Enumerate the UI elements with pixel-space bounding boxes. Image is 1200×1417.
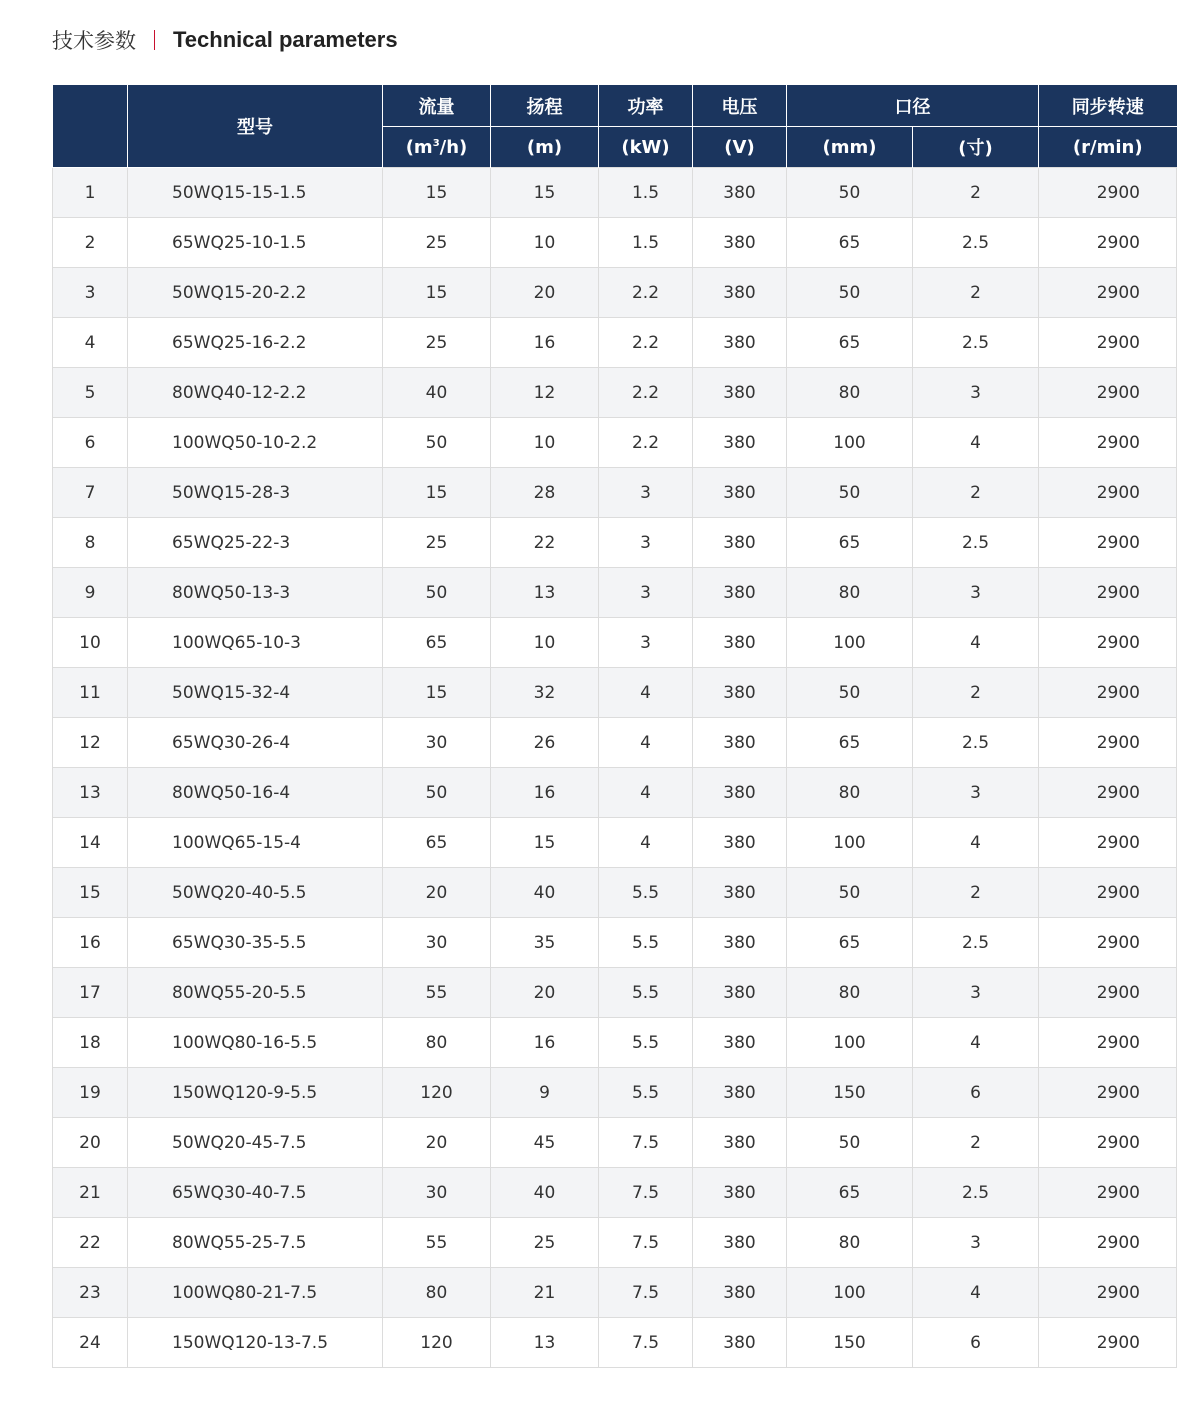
cell-head: 15 (491, 818, 599, 868)
cell-power: 1.5 (599, 168, 693, 218)
cell-model: 50WQ15-28-3 (128, 468, 383, 518)
cell-head: 20 (491, 968, 599, 1018)
cell-model: 100WQ65-15-4 (128, 818, 383, 868)
cell-power: 5.5 (599, 918, 693, 968)
cell-index: 2 (53, 218, 128, 268)
header-caliber-cun-unit: (寸) (913, 127, 1039, 168)
heading-cn: 技术参数 (52, 29, 136, 53)
cell-model: 65WQ25-10-1.5 (128, 218, 383, 268)
cell-index: 5 (53, 368, 128, 418)
cell-power: 3 (599, 518, 693, 568)
heading-divider (154, 30, 155, 50)
cell-model: 100WQ65-10-3 (128, 618, 383, 668)
cell-index: 14 (53, 818, 128, 868)
cell-caliber-mm: 65 (787, 318, 913, 368)
cell-index: 16 (53, 918, 128, 968)
table-row (53, 268, 1177, 318)
cell-caliber-cun: 2 (913, 668, 1039, 718)
table-row (53, 918, 1177, 968)
cell-model: 80WQ50-13-3 (128, 568, 383, 618)
cell-flow: 25 (383, 218, 491, 268)
cell-voltage: 380 (693, 918, 787, 968)
cell-model: 100WQ80-16-5.5 (128, 1018, 383, 1068)
cell-power: 2.2 (599, 318, 693, 368)
table-row (53, 968, 1177, 1018)
table-header (53, 85, 1177, 168)
cell-voltage: 380 (693, 1168, 787, 1218)
cell-model: 65WQ25-16-2.2 (128, 318, 383, 368)
cell-head: 20 (491, 268, 599, 318)
cell-voltage: 380 (693, 318, 787, 368)
cell-model: 65WQ30-26-4 (128, 718, 383, 768)
cell-caliber-cun: 3 (913, 568, 1039, 618)
cell-caliber-cun: 6 (913, 1068, 1039, 1118)
cell-caliber-cun: 2 (913, 868, 1039, 918)
cell-caliber-cun: 2.5 (913, 718, 1039, 768)
cell-model: 100WQ80-21-7.5 (128, 1268, 383, 1318)
table-row (53, 1118, 1177, 1168)
table-row (53, 868, 1177, 918)
cell-caliber-mm: 65 (787, 518, 913, 568)
cell-index: 21 (53, 1168, 128, 1218)
cell-voltage: 380 (693, 418, 787, 468)
cell-head: 9 (491, 1068, 599, 1118)
cell-speed: 2900 (1039, 718, 1177, 768)
cell-speed: 2900 (1039, 1068, 1177, 1118)
cell-caliber-cun: 2.5 (913, 918, 1039, 968)
cell-head: 21 (491, 1268, 599, 1318)
cell-power: 7.5 (599, 1268, 693, 1318)
cell-power: 7.5 (599, 1168, 693, 1218)
cell-index: 9 (53, 568, 128, 618)
cell-caliber-mm: 100 (787, 1018, 913, 1068)
header-model: 型号 (128, 85, 383, 168)
header-flow: 流量 (383, 85, 491, 127)
cell-speed: 2900 (1039, 1318, 1177, 1368)
cell-speed: 2900 (1039, 668, 1177, 718)
cell-power: 5.5 (599, 1068, 693, 1118)
cell-flow: 120 (383, 1318, 491, 1368)
header-power: 功率 (599, 85, 693, 127)
cell-power: 4 (599, 768, 693, 818)
cell-voltage: 380 (693, 718, 787, 768)
cell-caliber-cun: 4 (913, 418, 1039, 468)
cell-head: 10 (491, 618, 599, 668)
cell-caliber-mm: 50 (787, 168, 913, 218)
cell-speed: 2900 (1039, 1118, 1177, 1168)
table-row (53, 768, 1177, 818)
cell-power: 7.5 (599, 1218, 693, 1268)
cell-caliber-mm: 100 (787, 818, 913, 868)
cell-power: 1.5 (599, 218, 693, 268)
cell-speed: 2900 (1039, 1018, 1177, 1068)
table-row (53, 218, 1177, 268)
cell-caliber-mm: 80 (787, 768, 913, 818)
cell-index: 8 (53, 518, 128, 568)
cell-speed: 2900 (1039, 968, 1177, 1018)
table-row (53, 1268, 1177, 1318)
cell-caliber-mm: 80 (787, 968, 913, 1018)
header-caliber: 口径 (787, 85, 1039, 127)
table-row (53, 1068, 1177, 1118)
cell-index: 17 (53, 968, 128, 1018)
cell-index: 3 (53, 268, 128, 318)
cell-caliber-mm: 65 (787, 1168, 913, 1218)
cell-flow: 15 (383, 268, 491, 318)
cell-head: 45 (491, 1118, 599, 1168)
cell-caliber-cun: 2 (913, 268, 1039, 318)
cell-power: 3 (599, 618, 693, 668)
table-row (53, 318, 1177, 368)
cell-caliber-mm: 50 (787, 268, 913, 318)
cell-voltage: 380 (693, 968, 787, 1018)
cell-caliber-cun: 4 (913, 618, 1039, 668)
cell-index: 23 (53, 1268, 128, 1318)
header-index (53, 85, 128, 168)
cell-head: 10 (491, 218, 599, 268)
cell-head: 15 (491, 168, 599, 218)
cell-caliber-cun: 6 (913, 1318, 1039, 1368)
cell-model: 100WQ50-10-2.2 (128, 418, 383, 468)
cell-model: 80WQ40-12-2.2 (128, 368, 383, 418)
cell-flow: 50 (383, 768, 491, 818)
parameters-table (52, 85, 1177, 1368)
cell-voltage: 380 (693, 1318, 787, 1368)
cell-head: 25 (491, 1218, 599, 1268)
cell-power: 4 (599, 718, 693, 768)
cell-head: 28 (491, 468, 599, 518)
cell-speed: 2900 (1039, 618, 1177, 668)
cell-speed: 2900 (1039, 318, 1177, 368)
cell-caliber-cun: 3 (913, 968, 1039, 1018)
cell-power: 5.5 (599, 968, 693, 1018)
table-row (53, 718, 1177, 768)
cell-power: 4 (599, 668, 693, 718)
cell-flow: 80 (383, 1268, 491, 1318)
cell-caliber-mm: 80 (787, 568, 913, 618)
cell-caliber-cun: 3 (913, 1218, 1039, 1268)
cell-index: 15 (53, 868, 128, 918)
cell-flow: 40 (383, 368, 491, 418)
cell-speed: 2900 (1039, 568, 1177, 618)
cell-speed: 2900 (1039, 1268, 1177, 1318)
header-power-unit: (kW) (599, 127, 693, 168)
cell-head: 12 (491, 368, 599, 418)
cell-voltage: 380 (693, 568, 787, 618)
cell-voltage: 380 (693, 1218, 787, 1268)
section-heading (52, 24, 398, 56)
cell-caliber-cun: 2.5 (913, 218, 1039, 268)
cell-model: 50WQ15-15-1.5 (128, 168, 383, 218)
cell-head: 16 (491, 318, 599, 368)
table-body (53, 168, 1177, 1368)
cell-head: 40 (491, 868, 599, 918)
cell-flow: 15 (383, 468, 491, 518)
cell-model: 80WQ55-25-7.5 (128, 1218, 383, 1268)
table-row (53, 1218, 1177, 1268)
cell-model: 65WQ30-35-5.5 (128, 918, 383, 968)
cell-caliber-mm: 50 (787, 468, 913, 518)
cell-power: 5.5 (599, 1018, 693, 1068)
cell-speed: 2900 (1039, 768, 1177, 818)
cell-voltage: 380 (693, 218, 787, 268)
cell-index: 10 (53, 618, 128, 668)
header-speed-unit: (r/min) (1039, 127, 1177, 168)
cell-model: 65WQ30-40-7.5 (128, 1168, 383, 1218)
table-row (53, 568, 1177, 618)
header-flow-unit: $(m^3/h)$ (383, 127, 491, 168)
cell-head: 26 (491, 718, 599, 768)
header-voltage-unit: (V) (693, 127, 787, 168)
cell-power: 4 (599, 818, 693, 868)
cell-flow: 80 (383, 1018, 491, 1068)
table-row (53, 418, 1177, 468)
cell-caliber-cun: 4 (913, 1268, 1039, 1318)
cell-flow: 25 (383, 518, 491, 568)
cell-flow: 120 (383, 1068, 491, 1118)
cell-voltage: 380 (693, 368, 787, 418)
table-row (53, 818, 1177, 868)
cell-caliber-cun: 2.5 (913, 318, 1039, 368)
cell-speed: 2900 (1039, 918, 1177, 968)
cell-head: 10 (491, 418, 599, 468)
table-row (53, 668, 1177, 718)
cell-model: 65WQ25-22-3 (128, 518, 383, 568)
cell-speed: 2900 (1039, 818, 1177, 868)
table-row (53, 518, 1177, 568)
cell-speed: 2900 (1039, 368, 1177, 418)
cell-speed: 2900 (1039, 868, 1177, 918)
cell-caliber-mm: 150 (787, 1318, 913, 1368)
cell-speed: 2900 (1039, 268, 1177, 318)
cell-voltage: 380 (693, 868, 787, 918)
cell-index: 12 (53, 718, 128, 768)
cell-index: 24 (53, 1318, 128, 1368)
cell-flow: 30 (383, 1168, 491, 1218)
cell-caliber-cun: 4 (913, 1018, 1039, 1068)
cell-index: 13 (53, 768, 128, 818)
cell-power: 5.5 (599, 868, 693, 918)
cell-model: 150WQ120-13-7.5 (128, 1318, 383, 1368)
cell-caliber-cun: 4 (913, 818, 1039, 868)
cell-flow: 30 (383, 918, 491, 968)
cell-flow: 15 (383, 668, 491, 718)
cell-voltage: 380 (693, 1018, 787, 1068)
header-speed: 同步转速 (1039, 85, 1177, 127)
cell-caliber-cun: 2.5 (913, 1168, 1039, 1218)
cell-caliber-mm: 65 (787, 918, 913, 968)
cell-speed: 2900 (1039, 418, 1177, 468)
heading-en: Technical parameters (173, 27, 398, 52)
cell-flow: 65 (383, 618, 491, 668)
cell-flow: 50 (383, 418, 491, 468)
parameters-table-container (52, 85, 1176, 1368)
cell-flow: 55 (383, 968, 491, 1018)
cell-flow: 20 (383, 1118, 491, 1168)
cell-caliber-cun: 2 (913, 468, 1039, 518)
cell-head: 13 (491, 1318, 599, 1368)
cell-caliber-cun: 3 (913, 368, 1039, 418)
cell-voltage: 380 (693, 1268, 787, 1318)
cell-speed: 2900 (1039, 518, 1177, 568)
table-row (53, 368, 1177, 418)
cell-caliber-cun: 3 (913, 768, 1039, 818)
cell-head: 13 (491, 568, 599, 618)
cell-head: 22 (491, 518, 599, 568)
cell-caliber-cun: 2 (913, 1118, 1039, 1168)
cell-voltage: 380 (693, 168, 787, 218)
cell-voltage: 380 (693, 468, 787, 518)
cell-head: 32 (491, 668, 599, 718)
cell-head: 16 (491, 1018, 599, 1068)
cell-flow: 25 (383, 318, 491, 368)
cell-power: 3 (599, 468, 693, 518)
cell-caliber-cun: 2.5 (913, 518, 1039, 568)
cell-model: 80WQ55-20-5.5 (128, 968, 383, 1018)
cell-caliber-mm: 50 (787, 1118, 913, 1168)
cell-speed: 2900 (1039, 1218, 1177, 1268)
cell-power: 3 (599, 568, 693, 618)
header-caliber-mm-unit: (mm) (787, 127, 913, 168)
cell-voltage: 380 (693, 668, 787, 718)
cell-power: 2.2 (599, 368, 693, 418)
cell-caliber-cun: 2 (913, 168, 1039, 218)
cell-caliber-mm: 80 (787, 368, 913, 418)
table-row (53, 1318, 1177, 1368)
cell-model: 50WQ15-20-2.2 (128, 268, 383, 318)
cell-caliber-mm: 150 (787, 1068, 913, 1118)
cell-model: 50WQ15-32-4 (128, 668, 383, 718)
cell-caliber-mm: 65 (787, 218, 913, 268)
cell-voltage: 380 (693, 268, 787, 318)
cell-voltage: 380 (693, 1118, 787, 1168)
cell-flow: 50 (383, 568, 491, 618)
cell-flow: 65 (383, 818, 491, 868)
cell-power: 7.5 (599, 1318, 693, 1368)
cell-voltage: 380 (693, 768, 787, 818)
cell-model: 50WQ20-40-5.5 (128, 868, 383, 918)
cell-index: 4 (53, 318, 128, 368)
cell-speed: 2900 (1039, 168, 1177, 218)
table-row (53, 1018, 1177, 1068)
cell-index: 20 (53, 1118, 128, 1168)
cell-speed: 2900 (1039, 1168, 1177, 1218)
cell-head: 16 (491, 768, 599, 818)
cell-caliber-mm: 50 (787, 668, 913, 718)
cell-index: 19 (53, 1068, 128, 1118)
header-voltage: 电压 (693, 85, 787, 127)
table-row (53, 1168, 1177, 1218)
cell-head: 40 (491, 1168, 599, 1218)
cell-caliber-mm: 100 (787, 418, 913, 468)
cell-voltage: 380 (693, 618, 787, 668)
cell-model: 80WQ50-16-4 (128, 768, 383, 818)
cell-caliber-mm: 80 (787, 1218, 913, 1268)
cell-index: 6 (53, 418, 128, 468)
cell-index: 22 (53, 1218, 128, 1268)
header-head-unit: (m) (491, 127, 599, 168)
cell-index: 18 (53, 1018, 128, 1068)
table-row (53, 468, 1177, 518)
cell-caliber-mm: 65 (787, 718, 913, 768)
cell-voltage: 380 (693, 818, 787, 868)
cell-flow: 20 (383, 868, 491, 918)
cell-voltage: 380 (693, 518, 787, 568)
cell-power: 2.2 (599, 418, 693, 468)
table-row (53, 168, 1177, 218)
cell-index: 1 (53, 168, 128, 218)
header-head: 扬程 (491, 85, 599, 127)
cell-model: 150WQ120-9-5.5 (128, 1068, 383, 1118)
table-row (53, 618, 1177, 668)
cell-caliber-mm: 50 (787, 868, 913, 918)
cell-flow: 30 (383, 718, 491, 768)
cell-speed: 2900 (1039, 468, 1177, 518)
cell-caliber-mm: 100 (787, 1268, 913, 1318)
cell-index: 7 (53, 468, 128, 518)
cell-voltage: 380 (693, 1068, 787, 1118)
cell-speed: 2900 (1039, 218, 1177, 268)
cell-head: 35 (491, 918, 599, 968)
cell-power: 7.5 (599, 1118, 693, 1168)
cell-power: 2.2 (599, 268, 693, 318)
cell-index: 11 (53, 668, 128, 718)
cell-model: 50WQ20-45-7.5 (128, 1118, 383, 1168)
cell-flow: 15 (383, 168, 491, 218)
cell-caliber-mm: 100 (787, 618, 913, 668)
cell-flow: 55 (383, 1218, 491, 1268)
